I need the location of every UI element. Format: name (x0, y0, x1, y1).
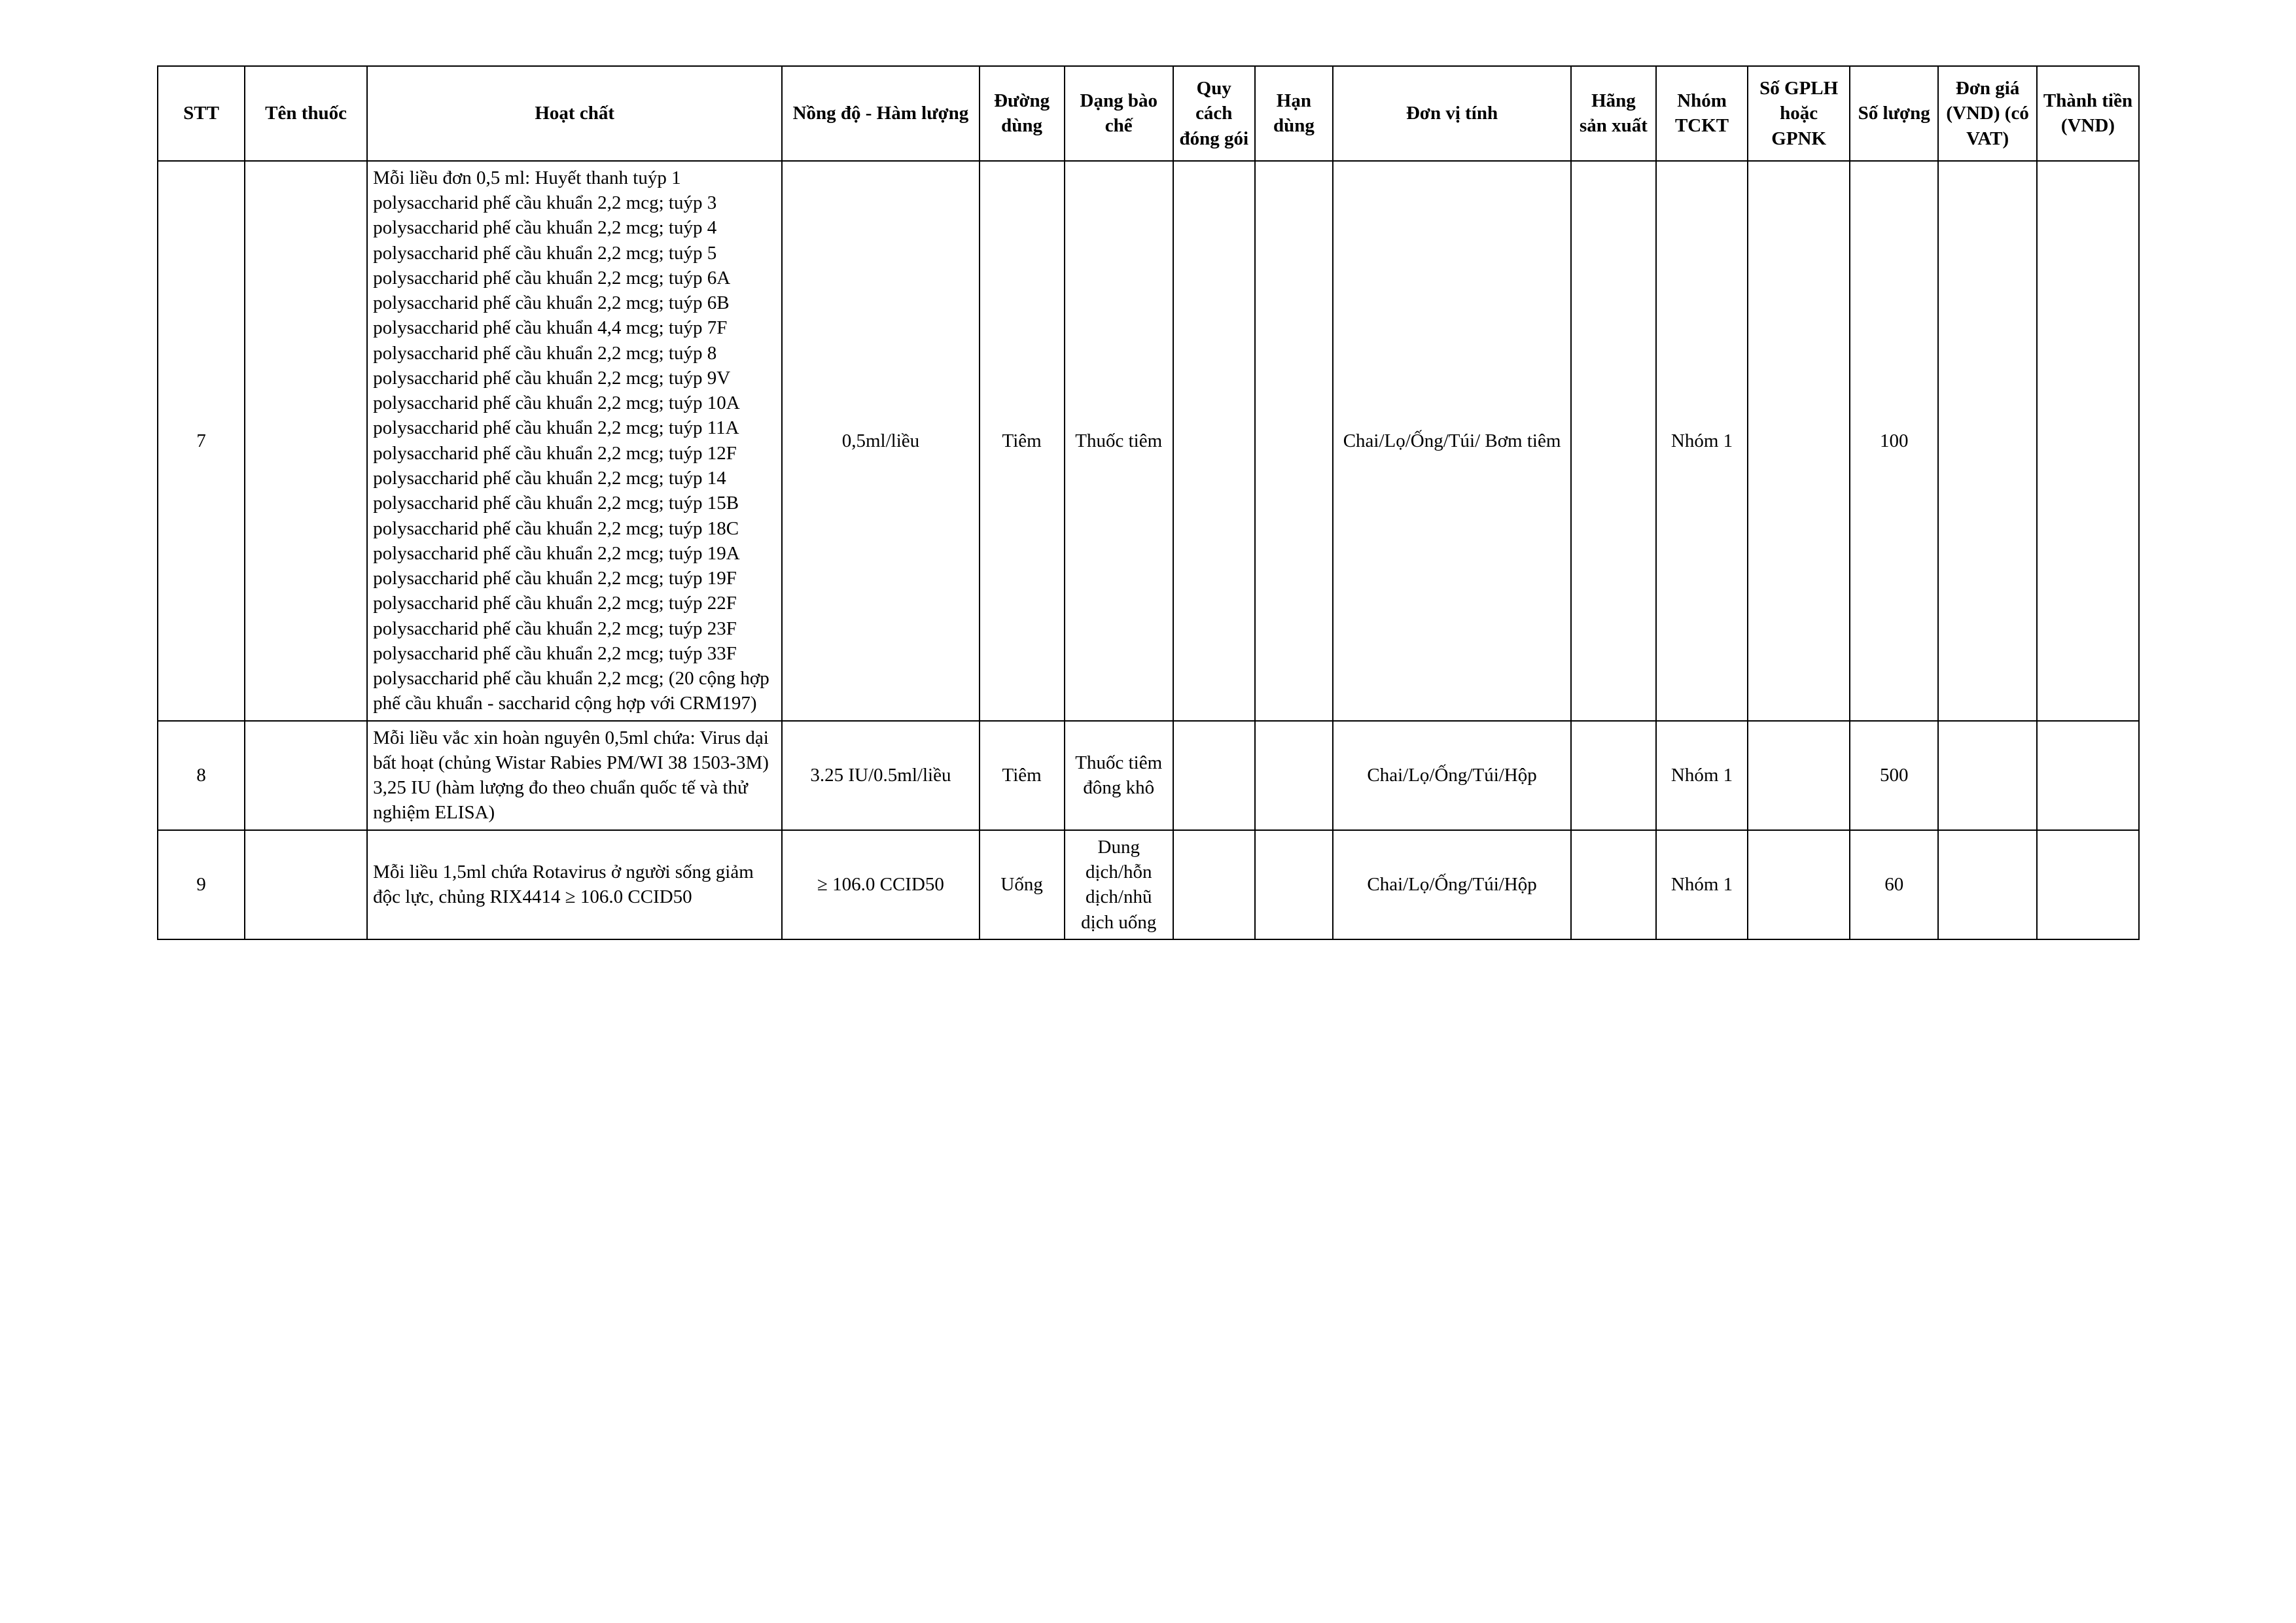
cell-duong-dung: Tiêm (980, 721, 1065, 830)
column-header-quy-cach-dong-goi: Quy cách đóng gói (1173, 66, 1255, 161)
cell-don-gia (1938, 161, 2037, 721)
cell-nong-do: 3.25 IU/0.5ml/liều (782, 721, 979, 830)
cell-ten-thuoc (245, 161, 367, 721)
cell-so-gplh (1748, 721, 1850, 830)
cell-thanh-tien (2037, 161, 2139, 721)
cell-so-luong: 100 (1850, 161, 1938, 721)
cell-quy-cach (1173, 721, 1255, 830)
cell-don-gia (1938, 830, 2037, 939)
column-header-stt: STT (158, 66, 245, 161)
cell-nhom-tckt: Nhóm 1 (1656, 161, 1748, 721)
column-header-don-vi-tinh: Đơn vị tính (1333, 66, 1571, 161)
table-row (158, 830, 2139, 939)
cell-hoat-chat: Mỗi liều đơn 0,5 ml: Huyết thanh tuýp 1 polysaccharid phế cầu khuẩn 2,2 mcg; tuýp 3 polysaccharid phế cầu khuẩn 2,2 mcg; tuýp 4 polysaccharid phế cầu khuẩn 2,2 mcg; tuýp 5 polysaccharid phế cầu khuẩn 2,2 mcg; tuýp 6A polysaccharid phế cầu khuẩn 2,2 mcg; tuýp 6B polysaccharid phế cầu khuẩn 4,4 mcg; tuýp 7F polysaccharid phế cầu khuẩn 2,2 mcg; tuýp 8 polysaccharid phế cầu khuẩn 2,2 mcg; tuýp 9V polysaccharid phế cầu khuẩn 2,2 mcg; tuýp 10A polysaccharid phế cầu khuẩn 2,2 mcg; tuýp 11A polysaccharid phế cầu khuẩn 2,2 mcg; tuýp 12F polysaccharid phế cầu khuẩn 2,2 mcg; tuýp 14 polysaccharid phế cầu khuẩn 2,2 mcg; tuýp 15B polysaccharid phế cầu khuẩn 2,2 mcg; tuýp 18C polysaccharid phế cầu khuẩn 2,2 mcg; tuýp 19A polysaccharid phế cầu khuẩn 2,2 mcg; tuýp 19F polysaccharid phế cầu khuẩn 2,2 mcg; tuýp 22F polysaccharid phế cầu khuẩn 2,2 mcg; tuýp 23F polysaccharid phế cầu khuẩn 2,2 mcg; tuýp 33F polysaccharid phế cầu khuẩn 2,2 mcg; (20 cộng hợp phế cầu khuẩn - saccharid cộng hợp với CRM197) (367, 161, 782, 721)
cell-hang-san-xuat (1571, 830, 1656, 939)
cell-so-gplh (1748, 830, 1850, 939)
cell-nong-do: 0,5ml/liều (782, 161, 979, 721)
cell-nhom-tckt: Nhóm 1 (1656, 721, 1748, 830)
cell-nong-do: ≥ 106.0 CCID50 (782, 830, 979, 939)
cell-don-vi-tinh: Chai/Lọ/Ống/Túi/Hộp (1333, 830, 1571, 939)
cell-don-vi-tinh: Chai/Lọ/Ống/Túi/ Bơm tiêm (1333, 161, 1571, 721)
cell-so-gplh (1748, 161, 1850, 721)
column-header-nhom-tckt: Nhóm TCKT (1656, 66, 1748, 161)
cell-stt: 7 (158, 161, 245, 721)
column-header-so-gplh-gpnk: Số GPLH hoặc GPNK (1748, 66, 1850, 161)
cell-han-dung (1255, 830, 1333, 939)
column-header-hang-san-xuat: Hãng sản xuất (1571, 66, 1656, 161)
column-header-don-gia: Đơn giá (VND) (có VAT) (1938, 66, 2037, 161)
column-header-nong-do-ham-luong: Nồng độ - Hàm lượng (782, 66, 979, 161)
column-header-duong-dung: Đường dùng (980, 66, 1065, 161)
cell-so-luong: 60 (1850, 830, 1938, 939)
cell-han-dung (1255, 721, 1333, 830)
drug-list-table (157, 65, 2140, 940)
cell-so-luong: 500 (1850, 721, 1938, 830)
cell-thanh-tien (2037, 830, 2139, 939)
column-header-han-dung: Hạn dùng (1255, 66, 1333, 161)
cell-han-dung (1255, 161, 1333, 721)
cell-don-vi-tinh: Chai/Lọ/Ống/Túi/Hộp (1333, 721, 1571, 830)
cell-ten-thuoc (245, 721, 367, 830)
cell-hoat-chat: Mỗi liều 1,5ml chứa Rotavirus ở người sống giảm độc lực, chủng RIX4414 ≥ 106.0 CCID50 (367, 830, 782, 939)
table-row (158, 721, 2139, 830)
column-header-thanh-tien: Thành tiền (VND) (2037, 66, 2139, 161)
cell-thanh-tien (2037, 721, 2139, 830)
column-header-ten-thuoc: Tên thuốc (245, 66, 367, 161)
cell-quy-cach (1173, 161, 1255, 721)
cell-stt: 9 (158, 830, 245, 939)
cell-nhom-tckt: Nhóm 1 (1656, 830, 1748, 939)
cell-dang-bao-che: Thuốc tiêm (1065, 161, 1173, 721)
column-header-dang-bao-che: Dạng bào chế (1065, 66, 1173, 161)
cell-dang-bao-che: Dung dịch/hỗn dịch/nhũ dịch uống (1065, 830, 1173, 939)
cell-dang-bao-che: Thuốc tiêm đông khô (1065, 721, 1173, 830)
cell-ten-thuoc (245, 830, 367, 939)
cell-don-gia (1938, 721, 2037, 830)
cell-duong-dung: Uống (980, 830, 1065, 939)
table-header-row (158, 66, 2139, 161)
column-header-so-luong: Số lượng (1850, 66, 1938, 161)
cell-stt: 8 (158, 721, 245, 830)
cell-quy-cach (1173, 830, 1255, 939)
cell-hang-san-xuat (1571, 721, 1656, 830)
cell-hoat-chat: Mỗi liều vắc xin hoàn nguyên 0,5ml chứa: Virus dại bất hoạt (chủng Wistar Rabies PM/WI 38 1503-3M) 3,25 IU (hàm lượng đo theo chuẩn quốc tế và thử nghiệm ELISA) (367, 721, 782, 830)
cell-duong-dung: Tiêm (980, 161, 1065, 721)
cell-hang-san-xuat (1571, 161, 1656, 721)
table-row (158, 161, 2139, 721)
column-header-hoat-chat: Hoạt chất (367, 66, 782, 161)
